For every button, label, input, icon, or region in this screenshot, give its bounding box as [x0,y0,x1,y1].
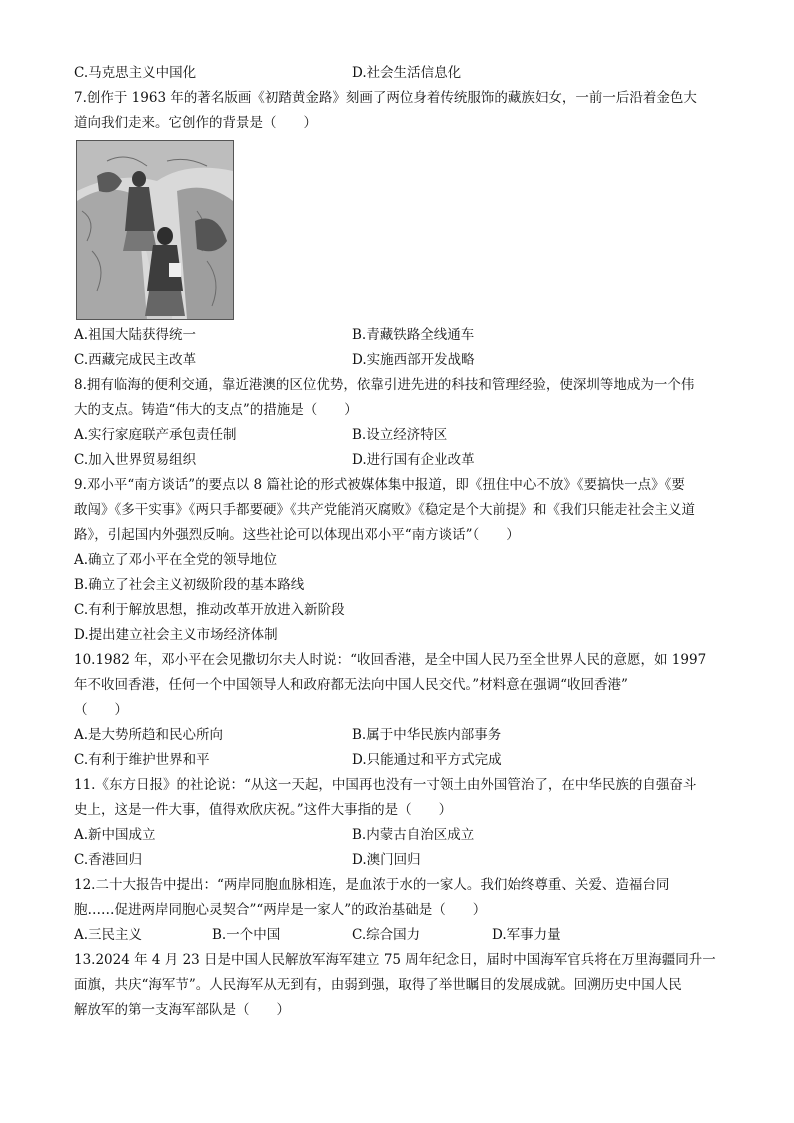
q9-option-d: D.提出建立社会主义市场经济体制 [74,627,278,643]
q7-option-c: C.西藏完成民主改革 [74,352,197,368]
q10-option-d: D.只能通过和平方式完成 [352,752,502,768]
q12-option-d: D.军事力量 [492,927,561,943]
q9-option-a: A.确立了邓小平在全党的领导地位 [74,552,278,568]
q9-option-b: B.确立了社会主义初级阶段的基本路线 [74,577,305,593]
q12-stem-line-2: 胞……促进两岸同胞心灵契合”“两岸是一家人”的政治基础是（ ） [74,902,487,918]
q10-option-c: C.有利于维护世界和平 [74,752,210,768]
q9-stem-line-1: 9.邓小平“南方谈话”的要点以 8 篇社论的形式被媒体集中报道，即《扭住中心不放》《要搞快一点》《要 [74,477,685,493]
q11-stem-line-2: 史上，这是一件大事，值得欢欣庆祝。”这件大事指的是（ ） [74,802,453,818]
q8-option-d: D.进行国有企业改革 [352,452,475,468]
q7-option-d: D.实施西部开发战略 [352,352,475,368]
q7-stem-line-1: 7.创作于 1963 年的著名版画《初踏黄金路》刻画了两位身着传统服饰的藏族妇女，一前一后沿着金色大 [74,90,697,106]
print-illustration [77,141,233,319]
q9-stem-line-2: 敢闯》《多干实事》《两只手都要硬》《共产党能消灭腐败》《稳定是个大前提》和《我们只能走社会主义道 [74,502,695,518]
q8-stem-line-1: 8.拥有临海的便利交通，靠近港澳的区位优势，依靠引进先进的科技和管理经验，使深圳等地成为一个伟 [74,377,695,393]
q12-option-a: A.三民主义 [74,927,143,943]
q11-option-a: A.新中国成立 [74,827,156,843]
q7-option-b: B.青藏铁路全线通车 [352,327,475,343]
q10-option-b: B.属于中华民族内部事务 [352,727,502,743]
q12-stem-line-1: 12.二十大报告中提出：“两岸同胞血脉相连，是血浓于水的一家人。我们始终尊重、关爱、造福台同 [74,877,670,893]
q9-option-c: C.有利于解放思想，推动改革开放进入新阶段 [74,602,345,618]
woodcut-print-image [76,140,234,320]
q10-stem-line-1: 10.1982 年，邓小平在会见撒切尔夫人时说：“收回香港，是全中国人民乃至全世界人民的意愿，如 1997 [74,652,707,668]
q10-stem-line-3: （ ） [74,702,128,718]
q10-stem-line-2: 年不收回香港，任何一个中国领导人和政府都无法向中国人民交代。”材料意在强调“收回香港” [74,677,628,693]
q7-stem-line-2: 道向我们走来。它创作的背景是（ ） [74,115,317,131]
q10-option-a: A.是大势所趋和民心所向 [74,727,224,743]
q8-stem-line-2: 大的支点。铸造“伟大的支点”的措施是（ ） [74,402,358,418]
q11-stem-line-1: 11.《东方日报》的社论说：“从这一天起，中国再也没有一寸领土由外国管治了，在中华民族的自强奋斗 [74,777,697,793]
q7-option-a: A.祖国大陆获得统一 [74,327,197,343]
q6-option-c: C.马克思主义中国化 [74,65,197,81]
q13-stem-line-1: 13.2024 年 4 月 23 日是中国人民解放军海军建立 75 周年纪念日，届时中国海军官兵将在万里海疆同升一 [74,952,716,968]
q11-option-b: B.内蒙古自治区成立 [352,827,475,843]
q13-stem-line-3: 解放军的第一支海军部队是（ ） [74,1002,290,1018]
q12-option-b: B.一个中国 [212,927,281,943]
q8-option-c: C.加入世界贸易组织 [74,452,197,468]
q11-option-d: D.澳门回归 [352,852,421,868]
q8-option-b: B.设立经济特区 [352,427,448,443]
q13-stem-line-2: 面旗，共庆“海军节”。人民海军从无到有，由弱到强，取得了举世瞩目的发展成就。回溯历史中国人民 [74,977,682,993]
q9-stem-line-3: 路》，引起国内外强烈反响。这些社论可以体现出邓小平“南方谈话”（ ） [74,527,520,543]
q8-option-a: A.实行家庭联产承包责任制 [74,427,237,443]
q12-option-c: C.综合国力 [352,927,421,943]
q11-option-c: C.香港回归 [74,852,143,868]
q6-option-d: D.社会生活信息化 [352,65,462,81]
